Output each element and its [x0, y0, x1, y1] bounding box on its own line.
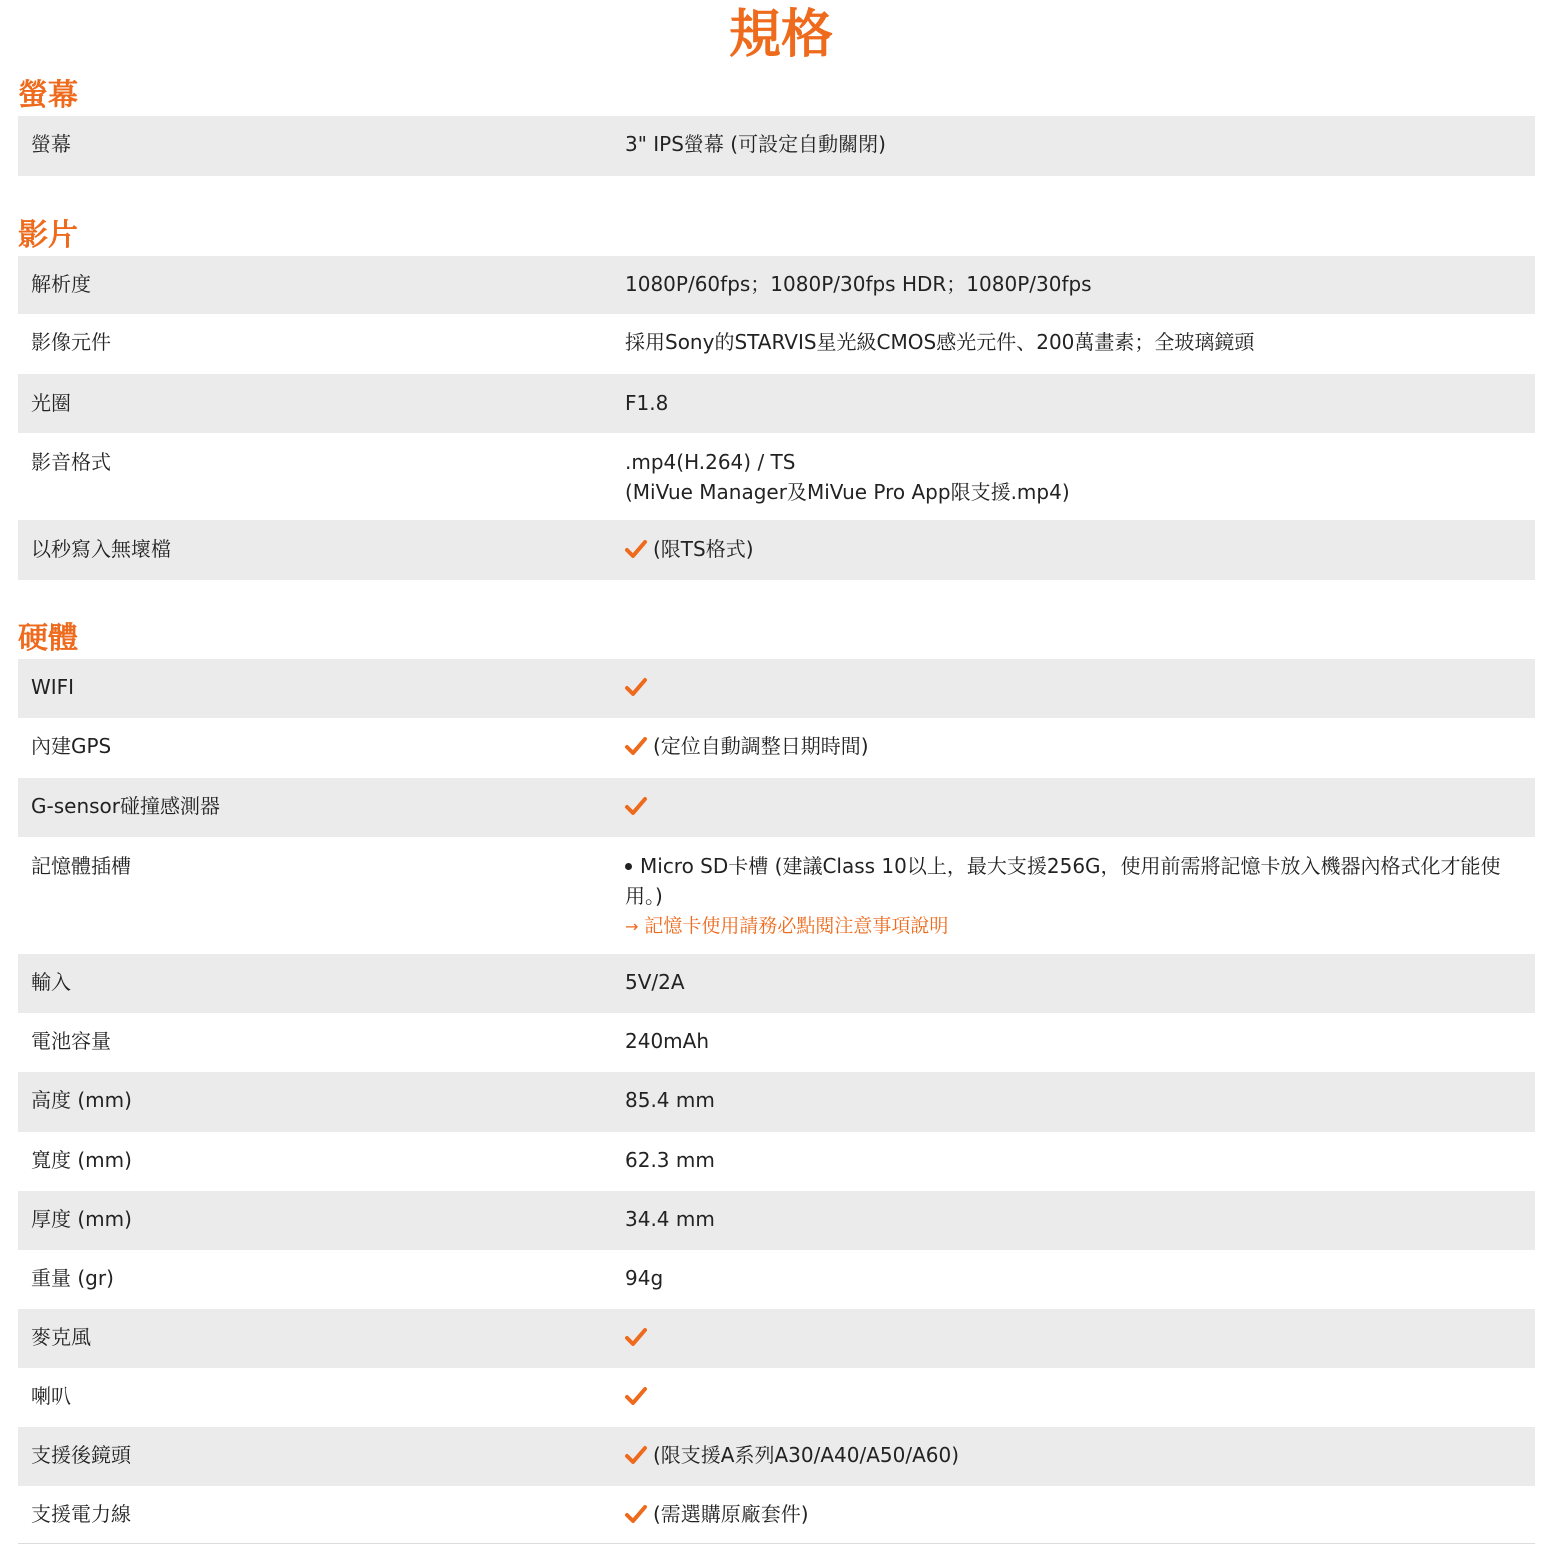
page-title: 規格	[728, 5, 833, 65]
memory-card-notice-text[interactable]: 記憶卡使用請務必點閱注意事項說明	[644, 915, 949, 937]
spec-row-input	[18, 954, 1535, 1013]
spec-row-resolution	[18, 256, 1535, 314]
spec-value	[625, 672, 1535, 718]
spec-row-width	[18, 1132, 1535, 1191]
spec-label: 解析度	[31, 272, 91, 296]
spec-row-gps	[18, 718, 1535, 778]
spec-label: 內建GPS	[31, 734, 112, 758]
spec-value: 3" IPS螢幕 (可設定自動關閉)	[625, 132, 886, 156]
arrow-right-icon: →	[625, 917, 639, 936]
spec-table-video	[18, 256, 1535, 580]
spec-row-memory-slot	[18, 837, 1535, 954]
spec-row-screen	[18, 116, 1535, 176]
check-icon	[625, 796, 647, 816]
spec-label: 厚度 (mm)	[31, 1207, 132, 1231]
spec-label: 螢幕	[31, 132, 71, 156]
spec-row-rear-camera	[18, 1427, 1535, 1486]
spec-row-battery	[18, 1013, 1535, 1072]
spec-value: 85.4 mm	[625, 1088, 715, 1112]
spec-value-text: (定位自動調整日期時間)	[653, 734, 869, 758]
spec-row-weight	[18, 1250, 1535, 1309]
spec-value-text: (限TS格式)	[653, 537, 754, 561]
spec-value-text: (限支援A系列A30/A40/A50/A60)	[653, 1443, 960, 1467]
spec-row-ts-write	[18, 520, 1535, 580]
spec-value: 1080P/60fps；1080P/30fps HDR；1080P/30fps	[625, 272, 1092, 296]
spec-label: 麥克風	[31, 1325, 91, 1349]
spec-value: 62.3 mm	[625, 1148, 715, 1172]
spec-label: 支援電力線	[31, 1502, 131, 1526]
spec-row-power-cable	[18, 1486, 1535, 1544]
spec-value	[625, 447, 1535, 520]
spec-label: WIFI	[31, 675, 75, 699]
spec-row-speaker	[18, 1368, 1535, 1427]
spec-row-gsensor	[18, 778, 1535, 837]
spec-value: F1.8	[625, 391, 669, 415]
spec-label: 高度 (mm)	[31, 1088, 132, 1112]
spec-row-wifi	[18, 659, 1535, 718]
spec-row-thickness	[18, 1191, 1535, 1250]
spec-value-line	[625, 851, 1535, 881]
section-title-screen: 螢幕	[18, 78, 78, 113]
spec-row-aperture	[18, 374, 1535, 433]
spec-value	[625, 1322, 1535, 1368]
spec-row-microphone	[18, 1309, 1535, 1368]
check-icon	[625, 539, 647, 559]
spec-value-line: 用。)	[625, 884, 663, 908]
spec-label: 重量 (gr)	[31, 1266, 114, 1290]
spec-value	[625, 851, 1535, 954]
spec-label: 影像元件	[31, 330, 111, 354]
spec-value: 240mAh	[625, 1029, 710, 1053]
memory-card-notice-link[interactable]	[625, 911, 1535, 942]
check-icon	[625, 1386, 647, 1406]
spec-value: 94g	[625, 1266, 664, 1290]
section-title-hardware: 硬體	[18, 621, 78, 656]
spec-value	[625, 1381, 1535, 1427]
spec-table-hardware	[18, 659, 1535, 1544]
spec-label: G-sensor碰撞感測器	[31, 794, 220, 818]
check-icon	[625, 736, 647, 756]
spec-row-height	[18, 1072, 1535, 1132]
spec-label: 記憶體插槽	[31, 854, 131, 878]
spec-row-sensor	[18, 314, 1535, 374]
spec-value	[625, 731, 1535, 778]
check-icon	[625, 1445, 647, 1465]
spec-label: 支援後鏡頭	[31, 1443, 131, 1467]
check-icon	[625, 677, 647, 697]
spec-label: 電池容量	[31, 1029, 111, 1053]
spec-value: 34.4 mm	[625, 1207, 715, 1231]
spec-label: 喇叭	[31, 1384, 71, 1408]
check-icon	[625, 1504, 647, 1524]
spec-label: 以秒寫入無壞檔	[31, 537, 171, 561]
check-icon	[625, 1327, 647, 1347]
spec-value: 5V/2A	[625, 970, 685, 994]
bullet-icon	[625, 863, 632, 870]
spec-label: 輸入	[31, 970, 71, 994]
section-title-video: 影片	[18, 218, 78, 253]
spec-value	[625, 791, 1535, 837]
spec-value-text: Micro SD卡槽 (建議Class 10以上，最大支援256G，使用前需將記憶卡放入機器內格式化才能使	[640, 854, 1501, 878]
spec-table-screen	[18, 116, 1535, 176]
spec-value-line: (MiVue Manager及MiVue Pro App限支援.mp4)	[625, 480, 1070, 504]
spec-value-text: (需選購原廠套件)	[653, 1502, 809, 1526]
spec-value-line: .mp4(H.264) / TS	[625, 450, 796, 474]
spec-value	[625, 1499, 1535, 1543]
spec-value	[625, 534, 1535, 580]
spec-label: 光圈	[31, 391, 71, 415]
spec-label: 影音格式	[31, 450, 111, 474]
spec-label: 寬度 (mm)	[31, 1148, 132, 1172]
spec-value	[625, 1440, 1535, 1486]
spec-value: 採用Sony的STARVIS星光級CMOS感光元件、200萬畫素；全玻璃鏡頭	[625, 330, 1255, 354]
spec-row-format	[18, 433, 1535, 520]
